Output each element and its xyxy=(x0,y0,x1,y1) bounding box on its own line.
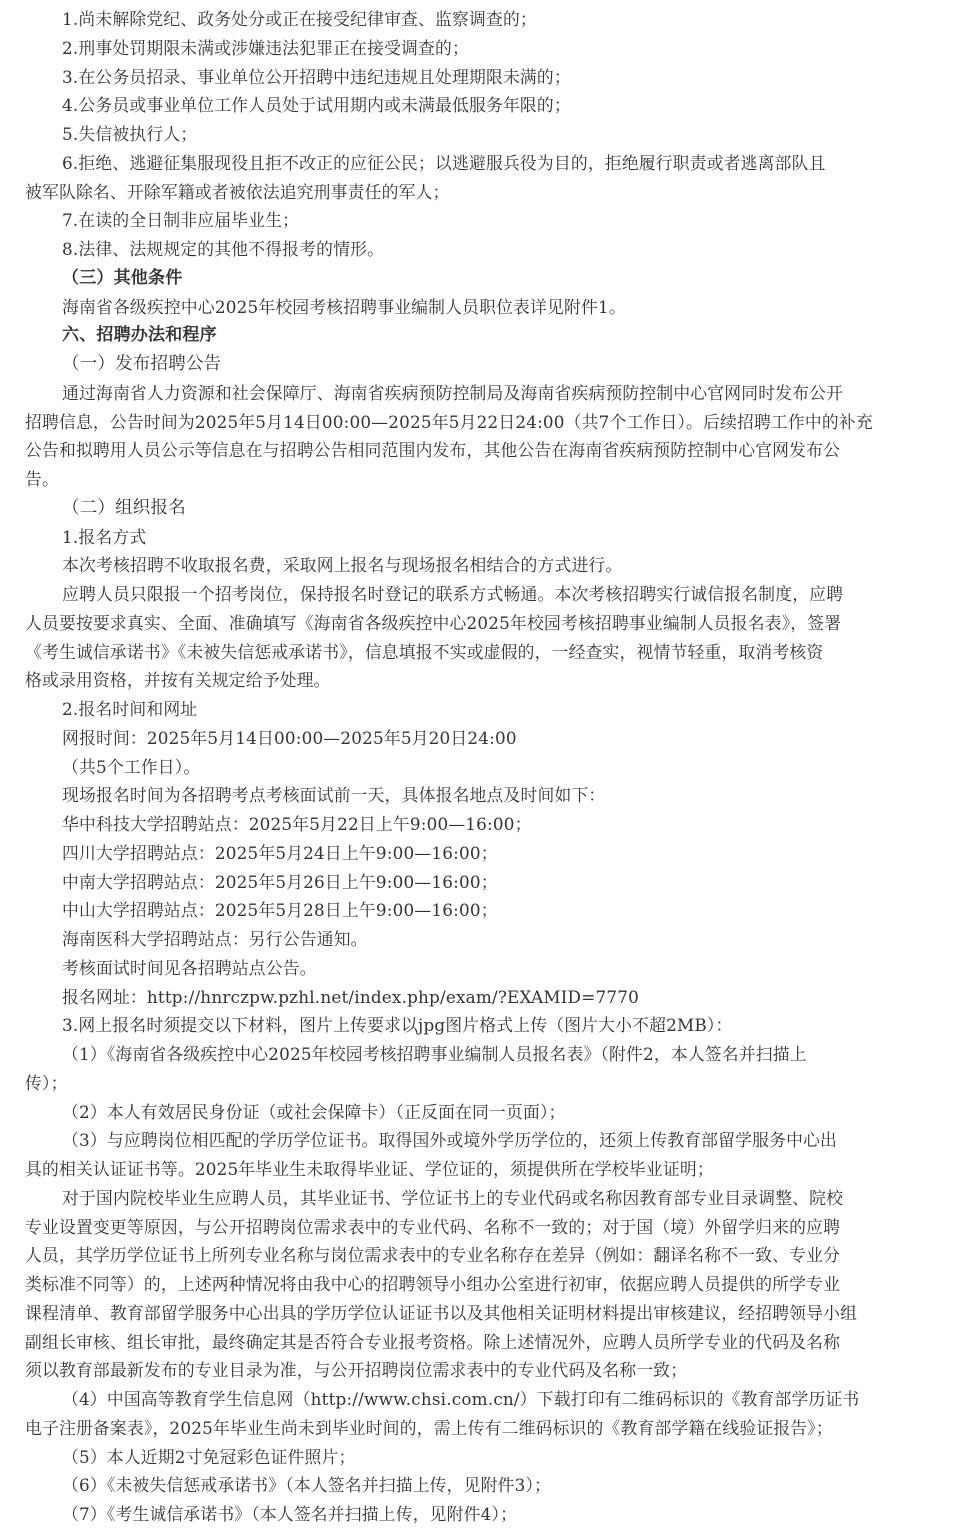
text-line: 海南省各级疾控中心2025年校园考核招聘事业编制人员职位表详见附件1。 xyxy=(62,296,626,317)
text-line: 3.在公务员招录、事业单位公开招聘中违纪违规且处理期限未满的； xyxy=(62,66,571,87)
text-line: （7）《考生诚信承诺书》（本人签名并扫描上传，见附件4）； xyxy=(62,1504,518,1524)
text-line: 4.公务员或事业单位工作人员处于试用期内或未满最低服务年限的； xyxy=(62,95,571,116)
text-line: 1.报名方式 xyxy=(62,526,147,547)
text-line: 报名网址：http://hnrczpw.pzhl.net/index.php/exam/?EXAMID=7770 xyxy=(62,986,639,1007)
text-line: 具的相关认证证书等。2025年毕业生未取得毕业证、学位证的，须提供所在学校毕业证明； xyxy=(25,1159,714,1179)
text-line: （共5个工作日）。 xyxy=(62,756,201,777)
text-line: 对于国内院校毕业生应聘人员，其毕业证书、学位证书上的专业代码或名称因教育部专业目录调整、院校 xyxy=(62,1187,844,1208)
text-line: 7.在读的全日制非应届毕业生； xyxy=(62,210,300,231)
text-line: （6）《未被失信惩戒承诺书》（本人签名并扫描上传，见附件3）； xyxy=(62,1475,552,1496)
section-heading: 六、招聘办法和程序 xyxy=(62,325,217,346)
section-heading: （三）其他条件 xyxy=(62,267,183,288)
text-line: 人员，其学历学位证书上所列专业名称与岗位需求表中的专业名称存在差异（例如：翻译名称不一致、专业分 xyxy=(25,1245,841,1266)
text-line: （5）本人近期2寸免冠彩色证件照片； xyxy=(62,1446,356,1467)
text-line: 1.尚未解除党纪、政务处分或正在接受纪律审查、监察调查的； xyxy=(62,9,537,29)
text-line: 招聘信息，公告时间为2025年5月14日00:00—2025年5月22日24:00（共7个工作日）。后续招聘工作中的补充 xyxy=(25,411,873,432)
text-line: 中南大学招聘站点：2025年5月26日上午9:00—16:00； xyxy=(62,871,498,892)
text-line: 网报时间：2025年5月14日00:00—2025年5月20日24:00 xyxy=(62,727,517,748)
text-line: 本次考核招聘不收取报名费，采取网上报名与现场报名相结合的方式进行。 xyxy=(62,555,623,576)
text-line: 公告和拟聘用人员公示等信息在与招聘公告相同范围内发布，其他公告在海南省疾病预防控制中心官网发布公 xyxy=(25,440,841,461)
subsection-heading: （二）组织报名 xyxy=(62,497,186,518)
text-line: 告。 xyxy=(25,469,59,489)
subsection-heading: （一）发布招聘公告 xyxy=(62,354,222,374)
text-line: 传）； xyxy=(25,1072,68,1093)
text-line: 类标准不同等）的，上述两种情况将由我中心的招聘领导小组办公室进行初审，依据应聘人员提供的所学专业 xyxy=(25,1274,841,1294)
text-line: （4）中国高等教育学生信息网（http://www.chsi.com.cn/）下载打印有二维码标识的《教育部学历证书 xyxy=(62,1389,860,1409)
text-line: 现场报名时间为各招聘考点考核面试前一天，具体报名地点及时间如下： xyxy=(62,785,606,806)
text-line: 3.网上报名时须提交以下材料，图片上传要求以jpg图片格式上传（图片大小不超2MB）： xyxy=(62,1015,733,1036)
text-line: 应聘人员只限报一个招考岗位，保持报名时登记的联系方式畅通。本次考核招聘实行诚信报名制度，应聘 xyxy=(62,584,844,604)
text-line: 5.失信被执行人； xyxy=(62,124,198,144)
text-line: 6.拒绝、逃避征集服现役且拒不改正的应征公民；以逃避服兵役为目的，拒绝履行职责或者逃离部队且 xyxy=(62,152,826,173)
text-line: 通过海南省人力资源和社会保障厅、海南省疾病预防控制局及海南省疾病预防控制中心官网同时发布公开 xyxy=(62,382,844,403)
text-line: 考核面试时间见各招聘站点公告。 xyxy=(62,957,317,978)
text-line: 8.法律、法规规定的其他不得报考的情形。 xyxy=(62,239,385,259)
text-line: 华中科技大学招聘站点：2025年5月22日上午9:00—16:00； xyxy=(62,814,532,834)
text-line: 《考生诚信承诺书》《未被失信惩戒承诺书》，信息填报不实或虚假的，一经查实，视情节轻重，取消考核资 xyxy=(25,641,824,662)
text-line: 电子注册备案表》，2025年毕业生尚未到毕业时间的，需上传有二维码标识的《教育部学籍在线验证报告》； xyxy=(25,1417,833,1438)
text-line: 2.报名时间和网址 xyxy=(62,699,198,719)
text-line: 须以教育部最新发布的专业目录为准，与公开招聘岗位需求表中的专业代码及名称一致； xyxy=(25,1360,688,1381)
text-line: 副组长审核、组长审批，最终确定其是否符合专业报考资格。除上述情况外，应聘人员所学专业的代码及名称 xyxy=(25,1331,841,1352)
text-line: 中山大学招聘站点：2025年5月28日上午9:00—16:00； xyxy=(62,900,498,921)
text-line: （2）本人有效居民身份证（或社会保障卡）（正反面在同一页面）； xyxy=(62,1101,566,1122)
text-line: 海南医科大学招聘站点：另行公告通知。 xyxy=(62,929,368,949)
text-line: 课程清单、教育部留学服务中心出具的学历学位认证证书以及其他相关证明材料提出审核建议，经招聘领导小组 xyxy=(25,1302,858,1323)
text-line: 人员要按要求真实、全面、准确填写《海南省各级疾控中心2025年校园考核招聘事业编制人员报名表》，签署 xyxy=(25,612,842,633)
text-line: 格或录用资格，并按有关规定给予处理。 xyxy=(25,670,331,691)
text-line: （1）《海南省各级疾控中心2025年校园考核招聘事业编制人员报名表》（附件2，本人签名并扫描上 xyxy=(62,1044,807,1064)
text-line: 专业设置变更等原因，与公开招聘岗位需求表中的专业代码、名称不一致的；对于国（境）外留学归来的应聘 xyxy=(25,1216,841,1237)
text-line: （3）与应聘岗位相匹配的学历学位证书。取得国外或境外学历学位的，还须上传教育部留学服务中心出 xyxy=(62,1130,838,1151)
text-line: 被军队除名、开除军籍或者被依法追究刑事责任的军人； xyxy=(25,181,450,202)
text-line: 四川大学招聘站点：2025年5月24日上午9:00—16:00； xyxy=(62,842,498,863)
text-line: 2.刑事处罚期限未满或涉嫌违法犯罪正在接受调查的； xyxy=(62,37,469,58)
